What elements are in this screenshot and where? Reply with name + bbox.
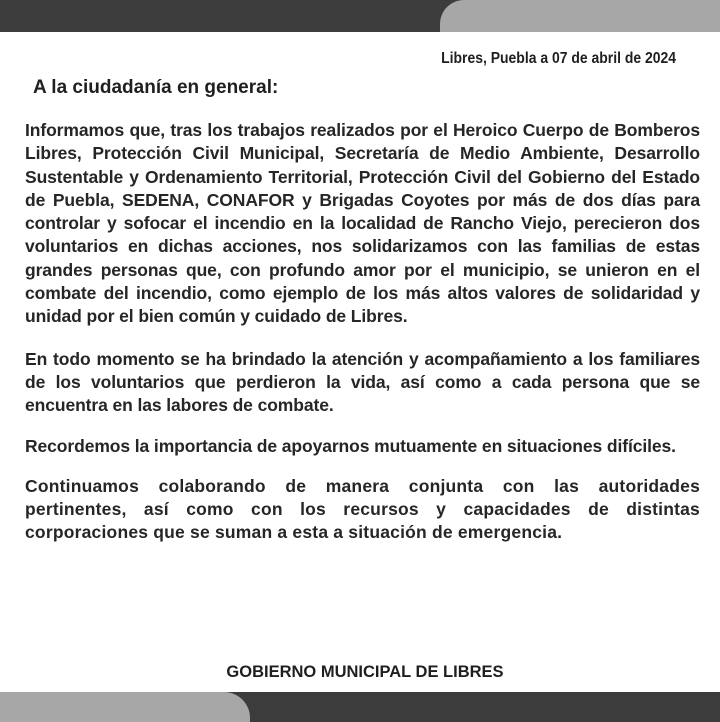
signature: GOBIERNO MUNICIPAL DE LIBRES <box>226 663 504 681</box>
date-line: Libres, Puebla a 07 de abril de 2024 <box>441 50 676 67</box>
bottom-decorative-bar-accent <box>0 692 250 722</box>
greeting: A la ciudadanía en general: <box>33 77 279 98</box>
paragraph-1: Informamos que, tras los trabajos realizados por el Heroico Cuerpo de Bomberos Libres, Protección Civil Municipal, Secretaría de Medio Ambiente, Desarrollo Sustentable y Ordenamiento Territorial, Protección Civil del Gobierno del Estado de Puebla, SEDENA, CONAFOR y Brigadas Coyotes por más de dos días para controlar y sofocar el incendio en la localidad de Rancho Viejo, perecieron dos voluntarios en dichas acciones, nos solidarizamos con las familias de estas grandes personas que, con profundo amor por el municipio, se unieron en el combate del incendio, como ejemplo de los más altos valores de solidaridad y unidad por el bien común y cuidado de Libres. <box>25 120 700 327</box>
paragraph-3: Recordemos la importancia de apoyarnos mutuamente en situaciones difíciles. <box>25 435 676 456</box>
paragraph-2: En todo momento se ha brindado la atención y acompañamiento a los familiares de los voluntarios que perdieron la vida, así como a cada persona que se encuentra en las labores de combate. <box>25 348 700 416</box>
paragraph-4: Continuamos colaborando de manera conjunta con las autoridades pertinentes, así como con los recursos y capacidades de distintas corporaciones que se suman a esta a situación de emergencia. <box>25 475 700 543</box>
body-text <box>25 119 700 545</box>
signature-block <box>0 663 720 682</box>
top-decorative-bar-accent <box>440 0 720 32</box>
